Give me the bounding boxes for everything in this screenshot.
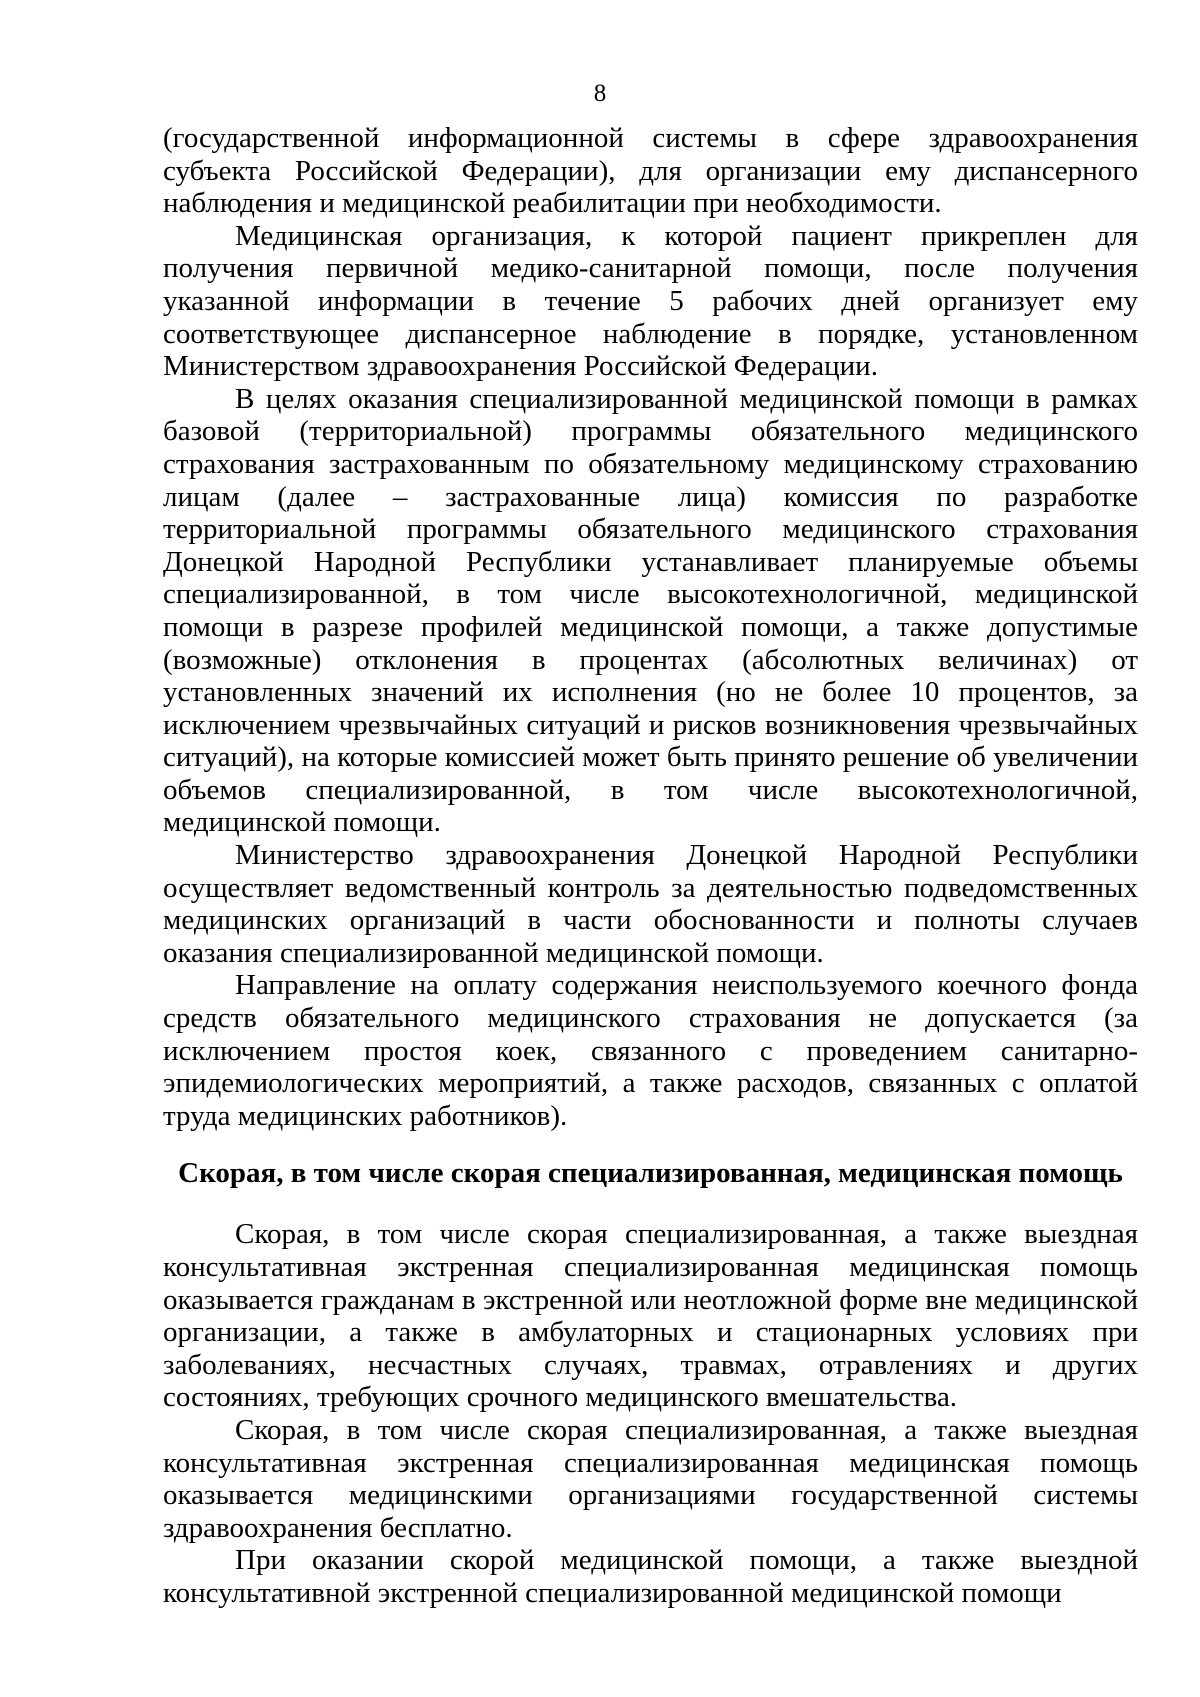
paragraph: Министерство здравоохранения Донецкой Народной Республики осуществляет ведомственный контроль за деятельностью подведомственных медицинских организаций в части обоснованности и полноты случаев оказания специализированной медицинской помощи. <box>163 839 1138 969</box>
paragraph: Медицинская организация, к которой пациент прикреплен для получения первичной медико-санитарной помощи, после получения указанной информации в течение 5 рабочих дней организует ему соответствующее диспансерное наблюдение в порядке, установленном Министерством здравоохранения Российской Федерации. <box>163 219 1138 383</box>
paragraph-continuation: (государственной информационной системы в сфере здравоохранения субъекта Российской Федерации), для организации ему диспансерного наблюдения и медицинской реабилитации при необходимости. <box>163 122 1138 220</box>
paragraph: Направление на оплату содержания неиспользуемого коечного фонда средств обязательного медицинского страхования не допускается (за исключением простоя коек, связанного с проведением санитарно-эпидемиологических мероприятий, а также расходов, связанных с оплатой труда медицинских работников). <box>163 969 1138 1132</box>
paragraph: В целях оказания специализированной медицинской помощи в рамках базовой (территориальной) программы обязательного медицинского страхования застрахованным по обязательному медицинскому страхованию лицам (далее – застрахованные лица) комиссия по разработке территориальной программы обязательного медицинского страхования Донецкой Народной Республики устанавливает планируемые объемы специализированной, в том числе высокотехнологичной, медицинской помощи в разрезе профилей медицинской помощи, а также допустимые (возможные) отклонения в процентах (абсолютных величинах) от установленных значений их исполнения (но не более 10 процентов, за исключением чрезвычайных ситуаций и рисков возникновения чрезвычайных ситуаций), на которые комиссией может быть принято решение об увеличении объемов специализированной, в том числе высокотехнологичной, медицинской помощи. <box>163 382 1138 839</box>
paragraph: Скорая, в том числе скорая специализированная, а также выездная консультативная экстренная специализированная медицинская помощь оказывается медицинскими организациями государственной системы здравоохранения бесплатно. <box>163 1413 1138 1544</box>
section-heading: Скорая, в том числе скорая специализированная, медицинская помощь <box>178 1157 1123 1190</box>
paragraph: Скорая, в том числе скорая специализированная, а также выездная консультативная экстренная специализированная медицинская помощь оказывается гражданам в экстренной или неотложной форме вне медицинской организации, а также в амбулаторных и стационарных условиях при заболеваниях, несчастных случаях, травмах, отравлениях и других состояниях, требующих срочного медицинского вмешательства. <box>163 1218 1138 1414</box>
page-number: 8 <box>593 80 607 107</box>
document-body <box>163 122 1138 1610</box>
paragraph: При оказании скорой медицинской помощи, а также выездной консультативной экстренной специализированной медицинской помощи <box>163 1544 1138 1609</box>
